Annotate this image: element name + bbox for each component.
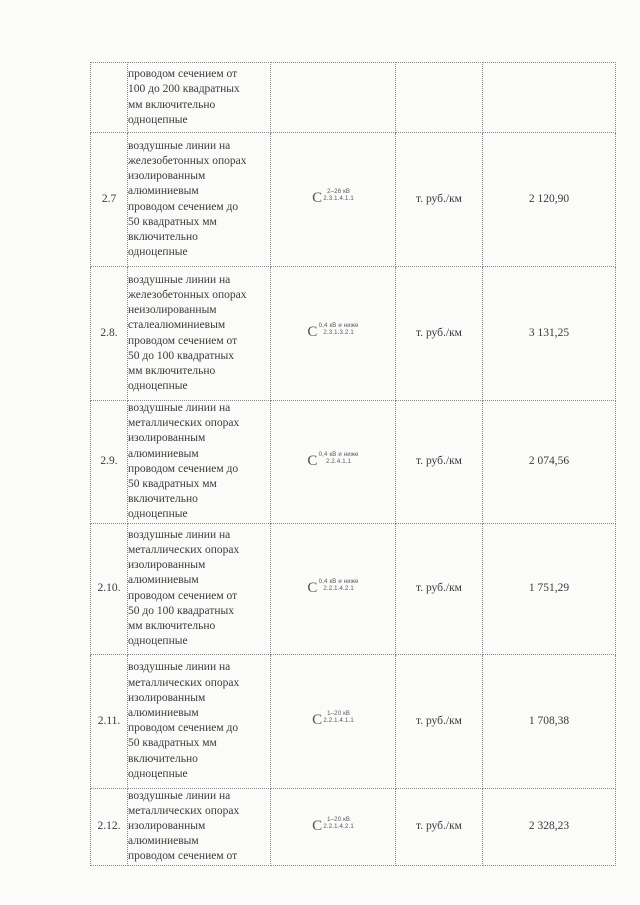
formula-indices — [323, 817, 354, 831]
rate-formula-cell — [271, 523, 396, 654]
table-row — [91, 267, 616, 401]
row-description: воздушные линии на железобетонных опорах изолированным алюминиевым проводом сечением до 50 квадратных мм включительно одноцепные — [128, 139, 247, 259]
rate-formula-cell — [271, 133, 396, 267]
rate-formula — [312, 713, 354, 728]
formula-symbol: C — [312, 817, 323, 834]
formula-superscript: 1–20 кВ — [327, 711, 351, 718]
row-description-cell — [128, 654, 271, 788]
formula-superscript: 1–20 кВ — [327, 816, 351, 823]
row-value: 2 074,56 — [483, 401, 616, 524]
row-number: 2.8. — [91, 267, 128, 401]
formula-indices — [319, 323, 359, 337]
table-row — [91, 401, 616, 524]
row-description: воздушные линии на металлических опорах изолированным алюминиевым проводом сечением до 50 квадратных мм включительно одноцепные — [128, 402, 240, 521]
tariff-table — [90, 62, 616, 866]
rate-formula — [307, 451, 359, 469]
row-value: 2 328,23 — [483, 788, 616, 865]
formula-indices — [323, 189, 354, 203]
row-description: воздушные линии на металлических опорах изолированным алюминиевым проводом сечением от — [128, 789, 240, 863]
formula-subscript: 2.3.1.3.2.1 — [323, 330, 354, 337]
table-row — [91, 63, 616, 133]
row-unit: т. руб./км — [396, 654, 483, 788]
rate-formula — [307, 325, 358, 340]
row-description-cell — [128, 401, 271, 524]
tariff-table-body — [91, 63, 616, 866]
rate-formula-cell — [271, 401, 396, 524]
row-value: 2 120,90 — [483, 133, 616, 267]
formula-symbol: C — [307, 324, 318, 341]
row-number: 2.9. — [91, 401, 128, 524]
table-row — [91, 523, 616, 654]
row-value — [483, 63, 616, 133]
row-unit: т. руб./км — [396, 401, 483, 524]
formula-subscript: 2.2.4.1.1 — [326, 458, 352, 465]
row-value: 1 751,29 — [483, 523, 616, 654]
formula-symbol: C — [312, 190, 323, 207]
row-description: воздушные линии на металлических опорах изолированным алюминиевым проводом сечением до 50 квадратных мм включительно одноцепные — [128, 661, 240, 780]
formula-superscript: 0,4 кВ и ниже — [318, 578, 359, 585]
rate-formula-cell — [271, 788, 396, 865]
formula-symbol: C — [307, 579, 318, 596]
row-description-cell — [128, 63, 271, 133]
formula-superscript: 0,4 кВ и ниже — [318, 323, 359, 330]
row-description: воздушные линии на железобетонных опорах неизолированным сталеалюминиевым проводом сечением от 50 до 100 квадратных мм включительно одноцепные — [128, 273, 247, 393]
row-number: 2.11. — [91, 654, 128, 788]
formula-subscript: 2.2.1.4.1.1 — [323, 718, 354, 725]
row-description: проводом сечением от 100 до 200 квадратных мм включительно одноцепные — [128, 68, 240, 126]
formula-indices — [319, 452, 359, 466]
formula-subscript: 2.2.1.4.2.1 — [323, 585, 354, 592]
row-number: 2.7 — [91, 133, 128, 267]
row-description-cell — [128, 133, 271, 267]
table-row — [91, 788, 616, 865]
row-description: воздушные линии на металлических опорах изолированным алюминиевым проводом сечением от 50 до 100 квадратных мм включительно одноцепные — [128, 528, 240, 648]
row-number: 2.12. — [91, 788, 128, 865]
row-value: 1 708,38 — [483, 654, 616, 788]
rate-formula-cell — [271, 63, 396, 133]
row-unit: т. руб./км — [396, 267, 483, 401]
row-unit: т. руб./км — [396, 523, 483, 654]
row-unit: т. руб./км — [396, 788, 483, 865]
rate-formula — [312, 816, 354, 834]
row-unit: т. руб./км — [396, 133, 483, 267]
formula-indices — [319, 579, 359, 593]
row-description-cell — [128, 788, 271, 865]
row-description-cell — [128, 267, 271, 401]
formula-superscript: 0,4 кВ и ниже — [318, 451, 359, 458]
table-row — [91, 654, 616, 788]
row-number — [91, 63, 128, 133]
row-description-cell — [128, 523, 271, 654]
rate-formula-cell — [271, 654, 396, 788]
formula-symbol: C — [307, 452, 318, 469]
rate-formula — [307, 578, 359, 596]
row-value: 3 131,25 — [483, 267, 616, 401]
rate-formula — [312, 191, 354, 206]
table-row — [91, 133, 616, 267]
rate-formula-cell — [271, 267, 396, 401]
row-number: 2.10. — [91, 523, 128, 654]
formula-subscript: 2.2.1.4.2.1 — [323, 823, 354, 830]
formula-superscript: 2–26 кВ — [327, 189, 351, 196]
formula-indices — [323, 711, 354, 725]
row-unit — [396, 63, 483, 133]
formula-subscript: 2.3.1.4.1.1 — [323, 196, 354, 203]
formula-symbol: C — [312, 712, 323, 729]
